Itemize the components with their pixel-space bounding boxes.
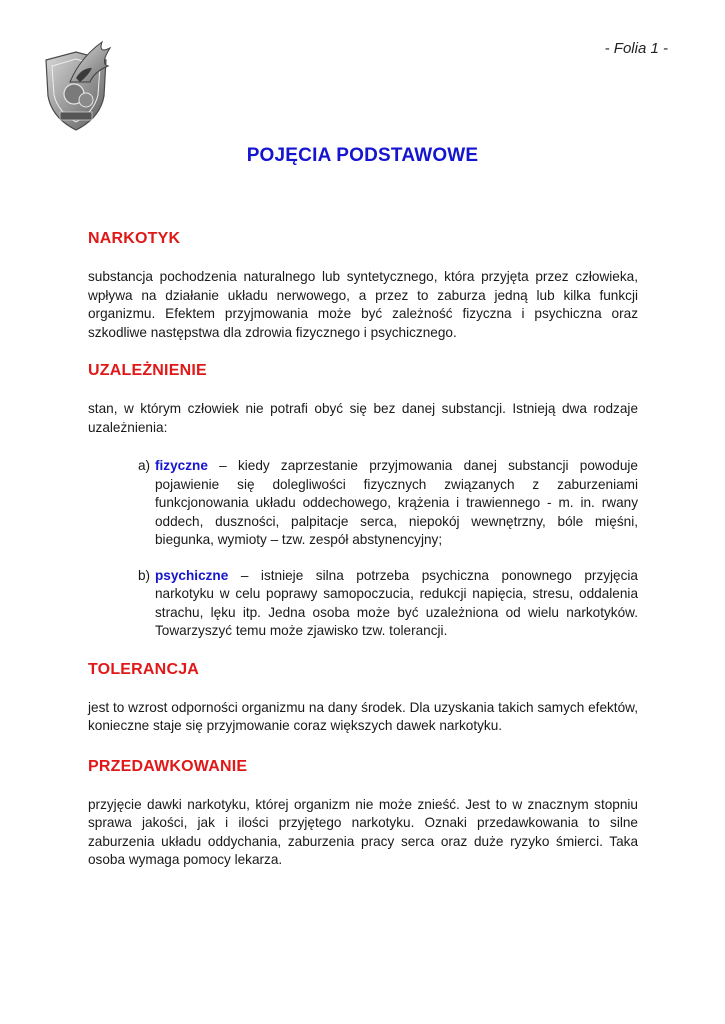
definition-text: przyjęcie dawki narkotyku, której organizm nie może znieść. Jest to w znacznym stopniu sprawa jakości, jak i ilości przyjętego narkotyku. Oznaki przedawkowania to silne zaburzenia układu oddychania, zaburzenia pracy serca oraz duże ryzyko śmierci. Taka osoba wymaga pomocy lekarza. xyxy=(88,796,638,867)
definition-text: substancja pochodzenia naturalnego lub syntetycznego, która przyjęta przez człowieka, wpływa na działanie układu nerwowego, a przez to zaburza jedną lub kilka funkcji organizmu. Efektem przyjmowania może być zależność fizyczna i psychiczna oraz szkodliwe następstwa dla zdrowia fizycznego i psychicznego. xyxy=(88,269,638,340)
section-uzaleznienie xyxy=(88,362,638,641)
eagle-crest-logo-icon xyxy=(40,38,114,132)
list-item-text: – istnieje silna potrzeba psychiczna ponownego przyjęcia narkotyku w celu poprawy samopoczucia, redukcji napięcia, stresu, oddalenia strachu, lęku itp. Jedna osoba może być uzależniona od wielu narkotyków. Towarzyszyć temu może zjawisko tzw. tolerancji. xyxy=(155,567,638,638)
list-item xyxy=(138,567,638,641)
dependency-types-list xyxy=(138,457,638,641)
section-heading: UZALEŻNIENIE xyxy=(88,362,207,379)
definition-text: stan, w którym człowiek nie potrafi obyć się bez danej substancji. Istnieją dwa rodzaje uzależnienia: xyxy=(88,401,638,435)
section-heading: NARKOTYK xyxy=(88,230,181,247)
section-przedawkowanie xyxy=(88,758,638,870)
page-title: POJĘCIA PODSTAWOWE xyxy=(246,145,479,166)
folio-label: - Folia 1 - xyxy=(604,40,668,57)
term-psychiczne: psychiczne xyxy=(155,567,229,583)
list-marker: b) xyxy=(138,567,151,583)
list-marker: a) xyxy=(138,458,151,473)
section-heading: PRZEDAWKOWANIE xyxy=(88,757,248,775)
section-heading: TOLERANCJA xyxy=(88,660,200,678)
list-item xyxy=(138,457,638,550)
list-item-text: – kiedy zaprzestanie przyjmowania danej substancji powoduje pojawienie się dolegliwości fizycznych związanych z zaburzeniami funkcjonowania układu oddechowego, krążenia i trawiennego - m. in. rwany oddech, duszności, palpitacje serca, niepokój wewnętrzny, bóle mięśni, biegunka, wymioty – tzw. zespół abstynencyjny; xyxy=(155,458,638,547)
list-item-body xyxy=(155,567,638,641)
section-narkotyk xyxy=(88,230,638,342)
section-tolerancja xyxy=(88,661,638,736)
document-body xyxy=(88,230,638,870)
term-fizyczne: fizyczne xyxy=(155,458,208,473)
definition-text: jest to wzrost odporności organizmu na dany środek. Dla uzyskania takich samych efektów, konieczne staje się przyjmowanie coraz większych dawek narkotyku. xyxy=(88,699,638,733)
list-item-body xyxy=(155,457,638,550)
